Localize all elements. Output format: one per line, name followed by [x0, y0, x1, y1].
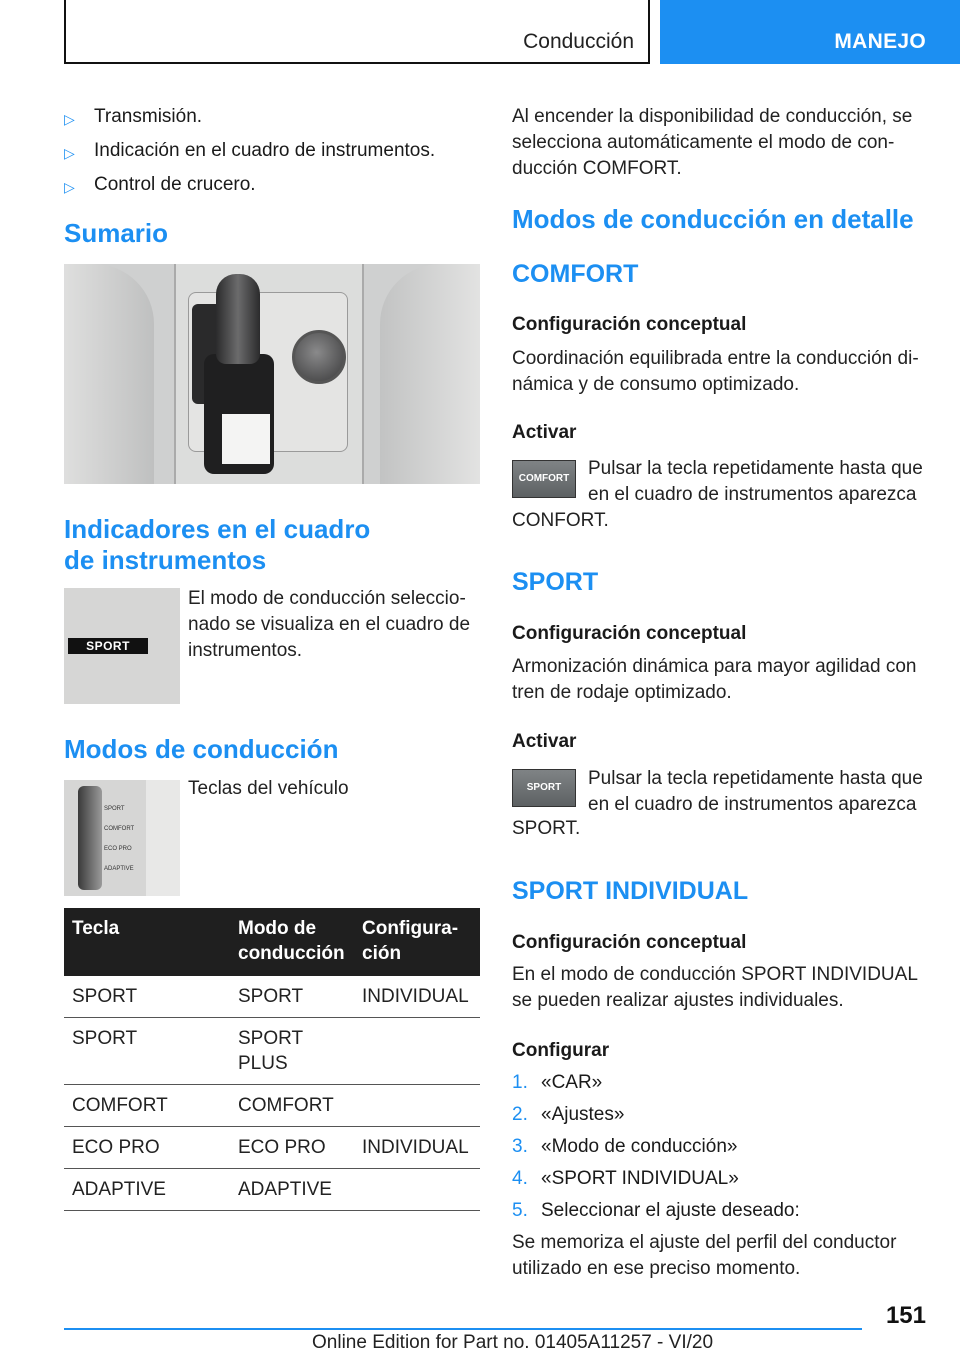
heading-sumario: Sumario	[64, 218, 169, 248]
table-row: ECO PRO ECO PRO INDIVIDUAL	[64, 1127, 480, 1169]
activar-heading: Activar	[512, 422, 577, 443]
list-item: ▷ Control de crucero.	[64, 172, 480, 200]
concept-heading: Configuración conceptual	[512, 932, 747, 953]
vehicle-keys-image: SPORT COMFORT ECO PRO ADAPTIVE	[64, 780, 180, 896]
teclas-text: Teclas del vehículo	[188, 778, 349, 799]
sport-activar-end: SPORT.	[512, 818, 581, 839]
col-header: Configuración	[354, 908, 480, 976]
col-header: Tecla	[64, 908, 230, 976]
list-item: 1. «CAR»	[512, 1072, 603, 1093]
closing-text: Se memoriza el ajuste del perfil del conductor utilizado en ese preciso momento.	[512, 1232, 897, 1279]
table-row: COMFORT COMFORT	[64, 1085, 480, 1127]
triangle-bullet-icon: ▷	[64, 179, 75, 195]
list-item: 4. «SPORT INDIVIDUAL»	[512, 1168, 739, 1189]
modes-table	[64, 908, 480, 1211]
list-item: 3. «Modo de conducción»	[512, 1136, 738, 1157]
comfort-concept-text: Coordinación equilibrada entre la conducción dinámica y de consumo optimizado.	[512, 348, 919, 395]
list-item: 5. Seleccionar el ajuste deseado:	[512, 1200, 800, 1221]
heading-comfort: COMFORT	[512, 260, 639, 288]
activar-heading: Activar	[512, 731, 577, 752]
intro-text: Al encender la disponibilidad de conducción, se selecciona automáticamente el modo de conducción COMFORT.	[512, 106, 913, 179]
list-item: ▷ Transmisión.	[64, 104, 480, 132]
list-item: ▷ Indicación en el cuadro de instrumentos.	[64, 138, 480, 166]
controller-knob	[292, 330, 346, 384]
heading-modos: Modos de conducción	[64, 734, 339, 764]
table-row: SPORT SPORT INDIVIDUAL	[64, 976, 480, 1018]
console-image	[64, 264, 480, 484]
section-title: Conducción	[523, 30, 634, 53]
bullet-list	[64, 104, 480, 206]
table-header-row	[64, 908, 480, 976]
table-row: SPORT SPORT PLUS	[64, 1018, 480, 1085]
col-header: Modo de conducción	[230, 908, 354, 976]
sport-chip: SPORT	[68, 638, 148, 654]
sport-indicator-image	[64, 588, 180, 704]
sport-button-image: SPORT	[512, 769, 576, 807]
chapter-tab[interactable]	[660, 0, 960, 64]
heading-sport-individual: SPORT INDIVIDUAL	[512, 877, 749, 905]
steps-list	[512, 1070, 924, 1230]
triangle-bullet-icon: ▷	[64, 111, 75, 127]
chapter-tab-label: MANEJO	[834, 30, 926, 53]
page-number: 151	[885, 1302, 926, 1329]
comfort-activar-text: Pulsar la tecla repetidamente hasta que en el cuadro de instrumentos aparezca	[588, 458, 923, 505]
edition-text: Online Edition for Part no. 01405A11257 - VI/20	[312, 1332, 714, 1353]
gear-shifter	[216, 274, 260, 364]
triangle-bullet-icon: ▷	[64, 145, 75, 161]
heading-sport: SPORT	[512, 568, 599, 596]
indicadores-text: El modo de conducción seleccionado se visualiza en el cuadro de instrumentos.	[188, 588, 471, 661]
table-row: ADAPTIVE ADAPTIVE	[64, 1169, 480, 1211]
concept-heading: Configuración conceptual	[512, 314, 747, 335]
sport-concept-text: Armonización dinámica para mayor agilidad con tren de rodaje optimizado.	[512, 656, 917, 703]
sport-activar-text: Pulsar la tecla repetidamente hasta que en el cuadro de instrumentos aparezca	[588, 768, 923, 815]
heading-indicadores: Indicadores en el cuadro de instrumentos	[64, 514, 371, 575]
concept-heading: Configuración conceptual	[512, 623, 747, 644]
header-box	[64, 0, 650, 64]
sport-individual-concept-text: En el modo de conducción SPORT INDIVIDUAL se pueden realizar ajustes individuales.	[512, 964, 918, 1011]
comfort-activar-end: CONFORT.	[512, 510, 609, 531]
heading-detalle: Modos de conducción en detalle	[512, 204, 914, 234]
configurar-heading: Configurar	[512, 1040, 610, 1061]
footer-divider	[64, 1328, 862, 1330]
list-item: 2. «Ajustes»	[512, 1104, 625, 1125]
comfort-button-image: COMFORT	[512, 460, 576, 498]
